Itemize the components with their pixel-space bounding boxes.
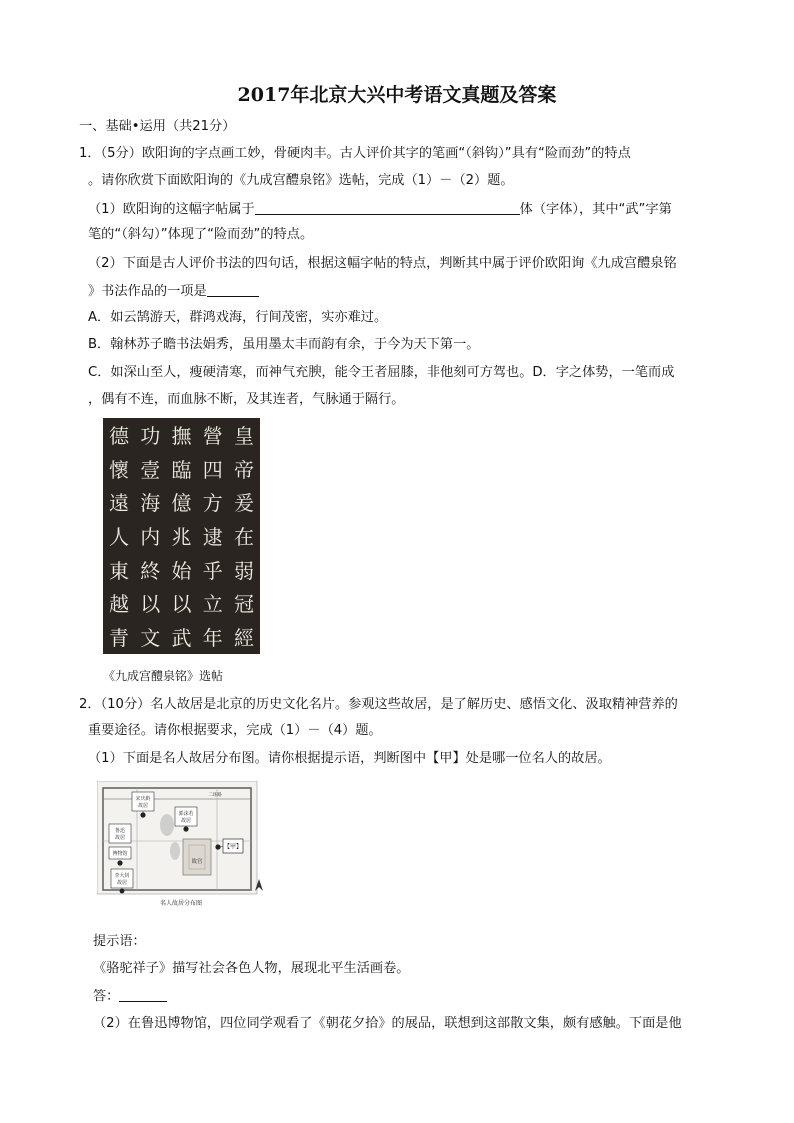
answer-line [93,987,167,1006]
calligraphy-character: 兆 [171,524,192,549]
map-marker [215,844,220,849]
section-heading: 一、基础•运用（共21分） [79,119,236,134]
calligraphy-column-5 [109,426,129,648]
calligraphy-character: 撫 [171,424,192,448]
option-c-d: C．如深山至人，瘦硬清寒，而神气充腴，能令王者屈膝，非他刻可方驾也。D．字之体势，一笔而成 [88,365,675,380]
option-d-continued: ，偶有不连，而血脉不断，及其连者，气脉通于隔行。 [88,392,405,407]
map-label-guo-moruo: 郭沫若 [178,811,194,817]
map-label-lu-xun: 鲁迅 [114,828,126,834]
calligraphy-character: 始 [171,558,192,583]
q1-sub2-line-1: （2）下面是古人评价书法的四句话，根据这幅字帖的特点，判断其中属于评价欧阳询《九成宫醴泉铭 [88,256,677,271]
calligraphy-character: 逮 [202,524,223,549]
map-label-lu-xun-2: 故居 [114,835,126,841]
map-label-soong-ching-ling: 宋庆龄 [135,796,151,802]
calligraphy-character: 武 [171,625,192,650]
calligraphy-character: 遠 [109,491,129,516]
q2-sub1: （1）下面是名人故居分布图。请你根据提示语，判断图中【甲】处是哪一位名人的故居。 [88,751,611,766]
calligraphy-character: 文 [140,625,161,650]
map-label-li-dazhao: 李大钊 [114,873,130,879]
q1-sub2-text-b: 》书法作品的一项是 [88,284,207,299]
map-marker [183,826,188,831]
q1-sub1-line-1 [88,200,672,219]
answer-label: 答： [93,989,120,1004]
option-a: A．如云鹄游天，群鸿戏海，行间茂密，实亦难过。 [88,310,388,325]
calligraphy-character: 海 [140,491,161,516]
calligraphy-column-1 [234,426,254,648]
map-label-palace: 故宫 [191,859,203,865]
calligraphy-character: 冠 [234,592,254,617]
q2-line-1: 2．（10分）名人故居是北京的历史文化名片。参观这些故居，是了解历史、感悟文化、汲取精神营养的 [79,697,678,712]
calligraphy-character: 人 [109,524,129,549]
calligraphy-image [103,418,260,654]
calligraphy-character: 東 [109,558,129,583]
calligraphy-character: 四 [202,457,223,482]
calligraphy-character: 皇 [234,424,254,448]
calligraphy-character: 經 [234,625,254,650]
calligraphy-character: 爰 [234,491,254,516]
map-marker [120,889,125,894]
calligraphy-column-4 [140,426,160,648]
calligraphy-character: 在 [234,524,254,549]
calligraphy-character: 億 [171,491,192,516]
calligraphy-character: 營 [202,424,223,448]
calligraphy-character: 德 [109,424,129,448]
map-label-guo-moruo-2: 故居 [180,818,192,824]
map-caption: 名人故居分布图 [159,900,203,907]
residence-map [97,781,264,909]
answer-blank-name[interactable] [119,987,167,1002]
answer-blank-choice[interactable] [207,282,259,297]
map-label-jia: 【甲】 [223,843,243,851]
q2-line-2: 重要途径。请你根据要求，完成（1）－（4）题。 [88,723,382,738]
calligraphy-column-3 [172,426,192,648]
calligraphy-caption: 《九成宫醴泉铭》选帖 [103,669,224,683]
calligraphy-character: 内 [140,524,161,549]
calligraphy-character: 功 [140,424,161,448]
calligraphy-character: 以 [171,592,192,617]
hint-text: 《骆驼祥子》描写社会各色人物，展现北平生活画卷。 [93,961,410,976]
calligraphy-character: 終 [140,558,161,583]
calligraphy-character: 乎 [202,558,223,583]
q1-line-1: 1．（5分）欧阳询的字点画工妙，骨硬肉丰。古人评价其字的笔画“（斜钩）”具有“险而劲”的特点 [79,146,631,161]
answer-blank-font-style[interactable] [255,200,520,215]
map-marker [117,860,122,865]
calligraphy-character: 青 [109,625,129,650]
calligraphy-character: 弱 [234,558,254,583]
calligraphy-character: 壹 [140,457,161,482]
calligraphy-character: 方 [202,491,223,516]
q1-sub1-line-2: 笔的“（斜勾）”体现了“险而劲”的特点。 [88,227,314,242]
map-marker [140,812,145,817]
map-label-soong-ching-ling-2: 故居 [137,803,149,809]
map-label-ring-road: 二环路 [208,793,222,798]
q1-sub2-line-2 [88,282,259,301]
calligraphy-character: 臨 [171,457,192,482]
calligraphy-character: 以 [140,592,161,617]
document-title: 2017年北京大兴中考语文真题及答案 [237,84,557,106]
calligraphy-column-2 [203,426,223,648]
map-label-museum: 博物馆 [112,851,128,857]
hint-label: 提示语： [93,934,146,949]
calligraphy-character: 帝 [234,457,254,482]
q2-sub2: （2）在鲁迅博物馆，四位同学观看了《朝花夕拾》的展品，联想到这部散文集，颇有感触。下面是他 [93,1016,682,1031]
calligraphy-character: 年 [202,625,223,650]
q1-sub1-text-a: （1）欧阳询的这幅字帖属于 [88,202,255,217]
calligraphy-character: 懷 [109,457,129,482]
option-b: B．翰林苏子瞻书法娟秀，虽用墨太丰而韵有余，于今为天下第一。 [88,337,480,352]
q1-line-2: 。请你欣赏下面欧阳询的《九成宫醴泉铭》选帖，完成（1）－（2）题。 [88,173,514,188]
q1-sub1-text-b: 体（字体），其中“武”字第 [519,202,672,217]
calligraphy-character: 越 [109,592,129,617]
map-label-li-dazhao-2: 故居 [116,880,128,886]
calligraphy-character: 立 [202,592,223,617]
